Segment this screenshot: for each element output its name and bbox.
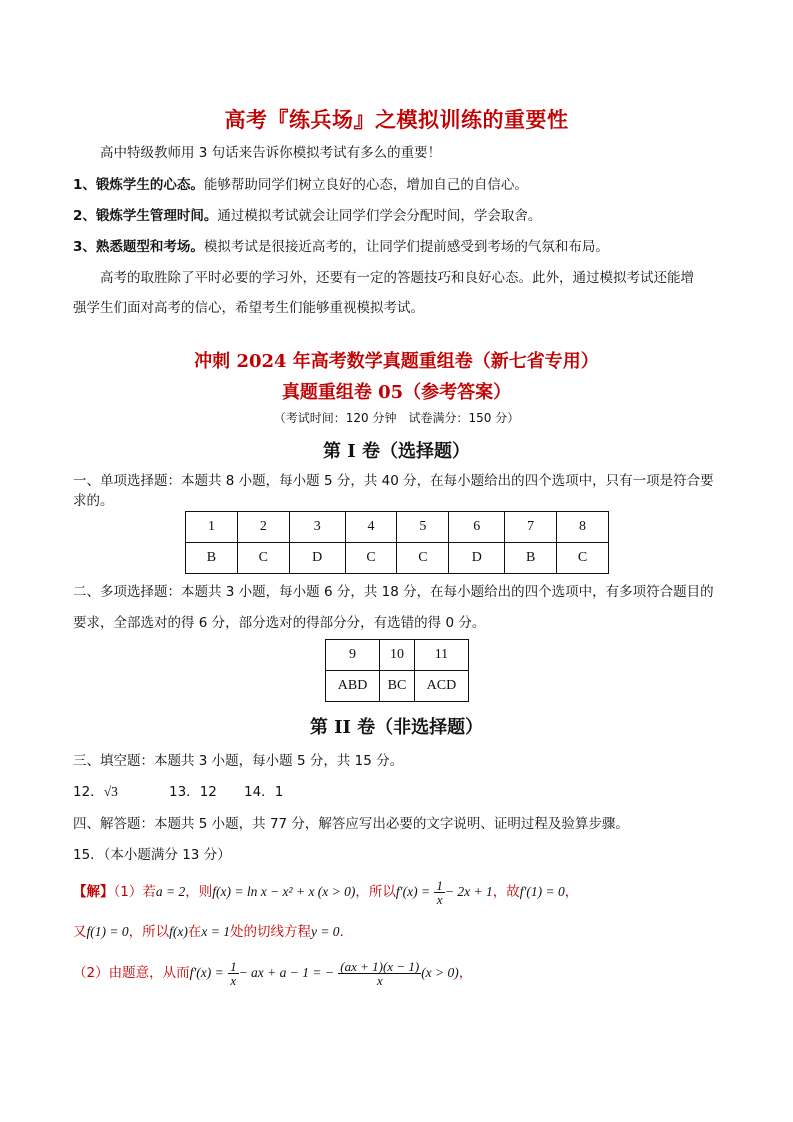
solution-text: ，故: [492, 884, 520, 900]
answer-cell: ACD: [414, 671, 468, 702]
solve-desc: 四、解答题：本题共 5 小题，共 77 分，解答应写出必要的文字说明、证明过程及验算步骤。: [73, 816, 629, 832]
answer-cell: D: [449, 543, 505, 574]
answer-cell: C: [237, 543, 289, 574]
fill-answer-14: [244, 782, 283, 802]
solution-text: ，: [564, 884, 579, 900]
part1-heading: 第 I 卷（选择题）: [323, 441, 470, 462]
promo-point-3-text: 模拟考试是很接近高考的，让同学们提前感受到考场的气氛和布局。: [203, 239, 609, 255]
fill-blank-desc: 三、填空题：本题共 3 小题，每小题 5 分，共 15 分。: [73, 753, 404, 769]
promo-point-2-text: 通过模拟考试就会让同学们学会分配时间，学会取舍。: [217, 208, 542, 224]
answer-cell: B: [505, 543, 557, 574]
fill-answer-12-label: 12．: [73, 784, 104, 800]
fill-answer-13: [169, 782, 217, 802]
fill-answer-12-value: √3: [103, 784, 118, 799]
math-expression: f′(x) =: [395, 884, 431, 899]
solution-text: 处的切线方程: [229, 924, 311, 940]
promo-point-1: [73, 175, 528, 195]
answer-cell: B: [186, 543, 238, 574]
question-number-cell: 1: [186, 512, 238, 543]
question-number-cell: 7: [505, 512, 557, 543]
question-number-cell: 8: [557, 512, 609, 543]
solution-text: 又: [73, 924, 87, 940]
solution-text: （2）由题意，从而: [73, 965, 190, 981]
multi-choice-desc-line1: 二、多项选择题：本题共 3 小题，每小题 6 分，共 18 分，在每小题给出的四个选项中，有多项符合题目的: [73, 584, 714, 600]
table-row: [326, 640, 469, 671]
math-expression: a = 2: [155, 884, 186, 899]
math-expression: y = 0: [310, 924, 340, 939]
single-choice-answer-table: [185, 511, 609, 574]
q15-solution-line2: [73, 922, 353, 942]
solution-text: ，所以: [355, 884, 396, 900]
math-expression: f′(1) = 0: [519, 884, 565, 899]
math-expression: − 2x + 1: [444, 884, 493, 899]
math-fraction: [338, 960, 421, 987]
part2-heading: 第 II 卷（非选择题）: [309, 717, 484, 738]
answer-cell: C: [397, 543, 449, 574]
promo-intro: 高中特级教师用 3 句话来告诉你模拟考试有多么的重要！: [100, 145, 442, 161]
solution-text: ，: [458, 965, 473, 981]
fill-answer-13-value: 12: [199, 784, 217, 800]
math-expression: f′(x) =: [189, 965, 224, 980]
solution-text: ，则: [185, 884, 213, 900]
fraction-denominator: x: [376, 972, 383, 988]
fill-answer-14-value: 1: [274, 784, 284, 800]
question-number-cell: 3: [289, 512, 345, 543]
question-number-cell: 5: [397, 512, 449, 543]
math-expression: f(1) = 0: [86, 924, 129, 939]
single-choice-desc-line2: 求的。: [73, 493, 114, 509]
solution-tag: 【解】: [73, 884, 114, 900]
fraction-denominator: x: [436, 891, 443, 907]
q15-solution-line1: [73, 875, 578, 909]
answer-cell: BC: [380, 671, 415, 702]
promo-point-3: [73, 237, 609, 257]
promo-point-2: [73, 206, 541, 226]
math-fraction: [228, 960, 239, 987]
multi-choice-answer-table: [325, 639, 469, 702]
table-row: [326, 671, 469, 702]
promo-point-1-text: 能够帮助同学们树立良好的心态，增加自己的自信心。: [203, 177, 528, 193]
math-expression: x = 1: [201, 924, 230, 939]
promo-point-1-lead: 1、锻炼学生的心态。: [73, 177, 204, 193]
fraction-numerator: 1: [436, 877, 443, 893]
q15-solution-line3: [73, 955, 472, 991]
exam-title: 冲刺 2024 年高考数学真题重组卷（新七省专用）: [194, 351, 599, 372]
math-expression: (x > 0): [421, 965, 459, 980]
fill-answer-13-label: 13．: [169, 784, 200, 800]
question-number-cell: 9: [326, 640, 380, 671]
table-row: [186, 512, 609, 543]
answer-cell: D: [289, 543, 345, 574]
answer-cell: C: [345, 543, 397, 574]
q15-header: 15．（本小题满分 13 分）: [73, 847, 231, 863]
fraction-numerator: 1: [230, 958, 237, 974]
math-expression: f(x): [169, 924, 188, 939]
question-number-cell: 10: [380, 640, 415, 671]
question-number-cell: 6: [449, 512, 505, 543]
solution-text: ．: [339, 924, 354, 940]
exam-subtitle: 真题重组卷 05（参考答案）: [281, 382, 512, 403]
question-number-cell: 2: [237, 512, 289, 543]
answer-cell: ABD: [326, 671, 380, 702]
promo-closing-line1: 高考的取胜除了平时必要的学习外，还要有一定的答题技巧和良好心态。此外，通过模拟考试还能增: [100, 270, 694, 286]
exam-info: （考试时间：120 分钟 试卷满分：150 分）: [273, 411, 520, 425]
math-expression: f(x) = ln x − x² + x (x > 0): [212, 884, 356, 899]
fill-answer-14-label: 14．: [244, 784, 275, 800]
promo-closing-line2: 强学生们面对高考的信心，希望考生们能够重视模拟考试。: [73, 300, 424, 316]
question-number-cell: 4: [345, 512, 397, 543]
promo-point-3-lead: 3、熟悉题型和考场。: [73, 239, 204, 255]
fill-answer-12: [73, 782, 118, 802]
solution-text: ，所以: [128, 924, 170, 940]
single-choice-desc-line1: 一、单项选择题：本题共 8 小题，每小题 5 分，共 40 分，在每小题给出的四个选项中，只有一项是符合要: [73, 473, 714, 489]
math-fraction: [434, 879, 445, 906]
math-expression: − ax + a − 1 = −: [238, 965, 334, 980]
fraction-denominator: x: [230, 972, 237, 988]
question-number-cell: 11: [414, 640, 468, 671]
answer-cell: C: [557, 543, 609, 574]
multi-choice-desc-line2: 要求，全部选对的得 6 分，部分选对的得部分分，有选错的得 0 分。: [73, 615, 486, 631]
solution-text: 在: [187, 924, 202, 940]
solution-text: （1）若: [113, 884, 156, 900]
promo-title: 高考『练兵场』之模拟训练的重要性: [224, 108, 569, 132]
fraction-numerator: (ax + 1)(x − 1): [340, 958, 420, 974]
promo-point-2-lead: 2、锻炼学生管理时间。: [73, 208, 218, 224]
table-row: [186, 543, 609, 574]
